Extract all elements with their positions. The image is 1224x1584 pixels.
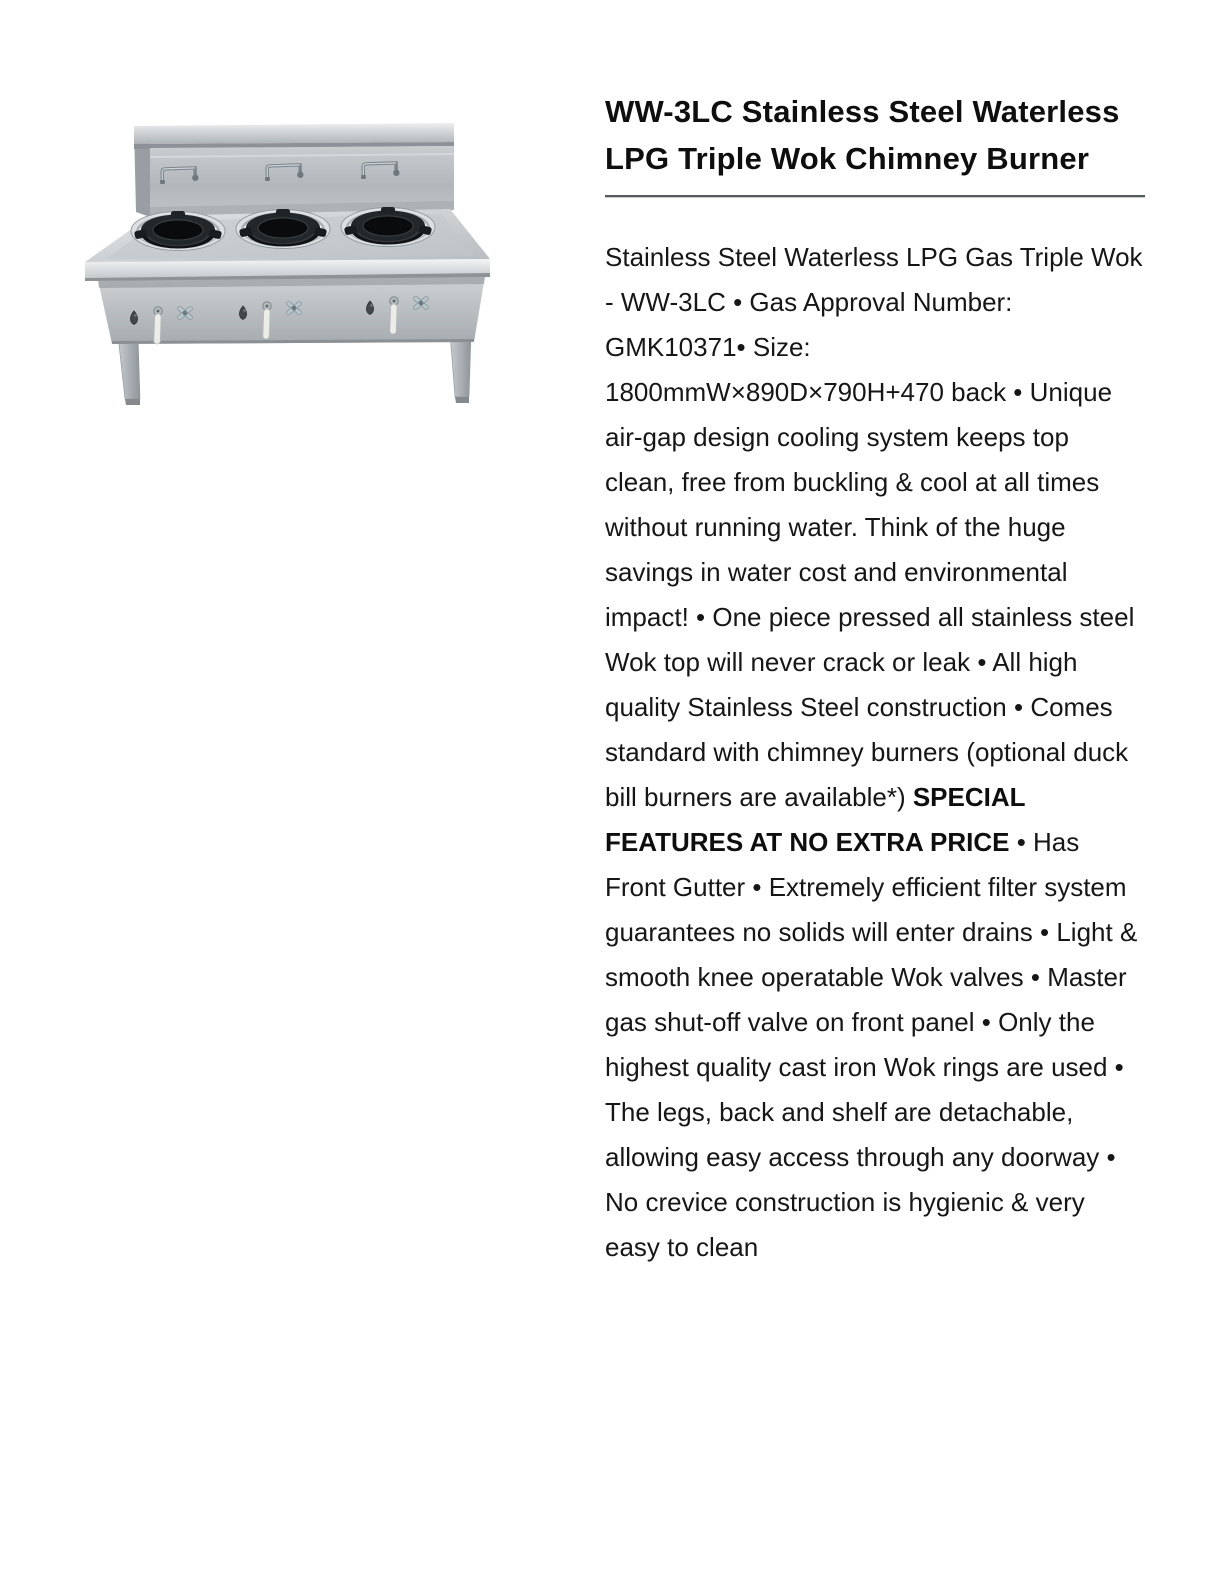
title-divider [605,195,1145,198]
description-part-2: • Has Front Gutter • Extremely efficient filter system guarantees no solids will enter drains • Light & smooth knee operatable Wok valves • Master gas shut-off valve on front panel • Only the highest quality cast iron Wok rings are used • The legs, back and shelf are detachable, allowing easy access through any doorway • No crevice construction is hygienic & very easy to clean [605,827,1138,1262]
front-right-leg [450,333,471,397]
front-left-leg [118,336,140,399]
triple-wok-burner-illustration [78,112,498,408]
product-photo [78,112,498,408]
product-info [605,88,1145,1270]
backsplash-cap [134,123,454,144]
description-part-1: Stainless Steel Waterless LPG Gas Triple Wok - WW-3LC • Gas Approval Number: GMK10371• Size: 1800mmW×890D×790H+470 back • Unique air-gap design cooling system keeps top clean, free from buckling & cool at all times without running water. Think of the huge savings in water cost and environmental impact! • One piece pressed all stainless steel Wok top will never crack or leak • All high quality Stainless Steel construction • Comes standard with chimney burners (optional duck bill burners are available*) [605,242,1143,812]
product-title: WW-3LC Stainless Steel Waterless LPG Triple Wok Chimney Burner [605,94,1120,176]
description-highlight: SPECIAL FEATURES AT NO EXTRA PRICE [605,782,1026,857]
product-description [605,235,1145,1270]
